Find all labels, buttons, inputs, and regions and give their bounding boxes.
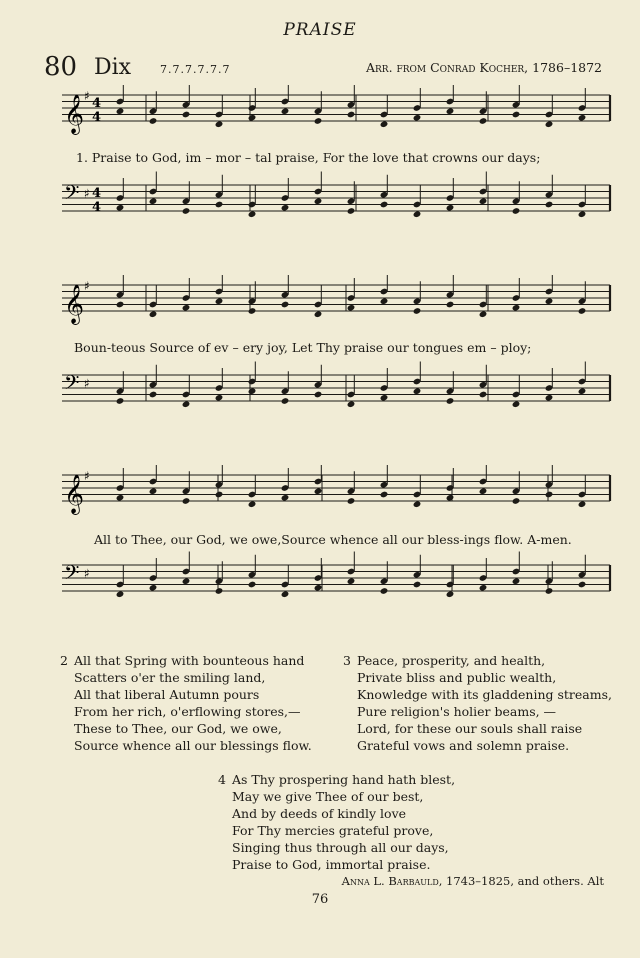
note-head xyxy=(578,500,587,508)
time-signature: 4 xyxy=(92,200,102,215)
time-signature: 4 xyxy=(92,96,102,111)
note-head xyxy=(479,310,488,318)
note-head xyxy=(281,397,290,405)
verse-line: Source whence all our blessings flow. xyxy=(74,738,312,753)
note-head xyxy=(578,307,587,315)
note-head xyxy=(479,117,488,125)
note-head xyxy=(512,207,521,215)
note-head xyxy=(116,301,125,309)
time-signature: 4 xyxy=(92,110,102,125)
note-head xyxy=(380,491,389,499)
score-system-2 xyxy=(0,275,640,435)
note-head xyxy=(347,111,356,119)
lyric-line-1: 1. Praise to God, im – mor – tal praise, For the love that crowns our days; xyxy=(76,150,541,165)
note-head xyxy=(347,497,356,505)
note-head xyxy=(380,297,389,305)
author-name: Anna L. Barbauld xyxy=(341,874,439,888)
note-head xyxy=(446,301,455,309)
hymn-number: 80 xyxy=(44,52,78,82)
note-head xyxy=(116,397,125,405)
note-head xyxy=(116,590,125,598)
note-head xyxy=(413,581,422,589)
note-head xyxy=(413,307,422,315)
note-head xyxy=(545,394,554,402)
note-head xyxy=(578,210,587,218)
note-head xyxy=(314,117,323,125)
note-head xyxy=(479,487,488,495)
note-head xyxy=(545,587,554,595)
tune-name: Dix xyxy=(94,55,132,80)
note-head xyxy=(314,584,323,592)
note-head xyxy=(446,590,455,598)
note-head xyxy=(149,584,158,592)
note-head xyxy=(182,400,191,408)
note-head xyxy=(545,297,554,305)
verse-line: For Thy mercies grateful prove, xyxy=(232,823,434,838)
note-head xyxy=(149,391,158,399)
lyric-line-2: Boun-teous Source of ev – ery joy, Let Thy praise our tongues em – ploy; xyxy=(74,340,532,355)
note-head xyxy=(347,207,356,215)
verse-line: From her rich, o'erflowing stores,— xyxy=(74,704,301,719)
note-head xyxy=(545,491,554,499)
note-head xyxy=(149,310,158,318)
verse-line: As Thy prospering hand hath blest, xyxy=(232,772,456,787)
note-head xyxy=(380,201,389,209)
author-dates: , 1743–1825, and others. Alt xyxy=(438,874,604,888)
section-title: PRAISE xyxy=(283,20,357,40)
note-head xyxy=(512,304,521,312)
note-head xyxy=(281,494,290,502)
lyric-line-3: All to Thee, our God, we owe,Source whence all our bless-ings flow. A-men. xyxy=(94,532,572,547)
note-head xyxy=(413,114,422,122)
verse-line: All that Spring with bounteous hand xyxy=(74,653,305,668)
verse-number: 3 xyxy=(343,653,351,668)
verse-2 xyxy=(60,652,312,754)
note-head xyxy=(248,500,257,508)
note-head xyxy=(149,117,158,125)
verse-3 xyxy=(343,652,612,754)
verse-line: May we give Thee of our best, xyxy=(232,789,424,804)
verse-number: 4 xyxy=(218,772,226,787)
verse-line: Grateful vows and solemn praise. xyxy=(357,738,570,753)
note-head xyxy=(182,207,191,215)
note-head xyxy=(215,491,224,499)
note-head xyxy=(182,304,191,312)
note-head xyxy=(545,120,554,128)
sharp-icon: ♯ xyxy=(84,89,90,103)
note-head xyxy=(446,494,455,502)
note-head xyxy=(578,387,587,395)
verse-line: Praise to God, immortal praise. xyxy=(232,857,431,872)
note-head xyxy=(578,581,587,589)
verse-line: Lord, for these our souls shall raise xyxy=(357,721,583,736)
treble-clef-icon: 𝄞 xyxy=(64,94,85,134)
note-head xyxy=(479,197,488,205)
bass-clef-icon: 𝄢 xyxy=(64,371,80,399)
note-head xyxy=(314,487,323,495)
note-head xyxy=(281,107,290,115)
verse-number: 2 xyxy=(60,653,68,668)
note-head xyxy=(512,497,521,505)
note-head xyxy=(446,107,455,115)
note-head xyxy=(347,400,356,408)
note-head xyxy=(182,497,191,505)
verse-line: And by deeds of kindly love xyxy=(232,806,407,821)
note-head xyxy=(149,197,158,205)
note-head xyxy=(182,111,191,119)
verse-line: Knowledge with its gladdening streams, xyxy=(357,687,612,702)
sharp-icon: ♯ xyxy=(84,376,90,391)
verse-line: Peace, prosperity, and health, xyxy=(357,653,546,668)
note-head xyxy=(347,577,356,585)
note-head xyxy=(248,210,257,218)
meter: 7.7.7.7.7.7 xyxy=(160,63,231,76)
score-system-1 xyxy=(0,85,640,245)
note-head xyxy=(446,204,455,212)
note-head xyxy=(380,120,389,128)
note-head xyxy=(215,120,224,128)
note-head xyxy=(413,387,422,395)
note-head xyxy=(281,301,290,309)
sharp-icon: ♯ xyxy=(84,566,90,581)
note-head xyxy=(413,210,422,218)
note-head xyxy=(446,397,455,405)
note-head xyxy=(149,487,158,495)
note-head xyxy=(215,587,224,595)
note-head xyxy=(380,394,389,402)
note-head xyxy=(479,391,488,399)
note-head xyxy=(512,400,521,408)
note-head xyxy=(314,391,323,399)
verse-line: These to Thee, our God, we owe, xyxy=(74,721,282,736)
treble-clef-icon: 𝄞 xyxy=(64,284,85,324)
sharp-icon: ♯ xyxy=(84,279,90,293)
verse-line: Singing thus through all our days, xyxy=(232,840,449,855)
note-head xyxy=(512,111,521,119)
note-head xyxy=(116,204,125,212)
verse-line: All that liberal Autumn pours xyxy=(74,687,260,702)
time-signature: 4 xyxy=(92,186,102,201)
page-number: 76 xyxy=(311,892,329,907)
verse-4 xyxy=(218,771,455,873)
note-head xyxy=(314,197,323,205)
note-head xyxy=(479,584,488,592)
note-head xyxy=(578,114,587,122)
note-head xyxy=(248,307,257,315)
arranger-credit: Arr. from Conrad Kocher, 1786–1872 xyxy=(365,60,602,75)
note-head xyxy=(545,201,554,209)
note-head xyxy=(215,297,224,305)
note-head xyxy=(182,577,191,585)
note-head xyxy=(413,500,422,508)
note-head xyxy=(116,107,125,115)
bass-clef-icon: 𝄢 xyxy=(64,181,80,209)
note-head xyxy=(281,204,290,212)
verse-line: Private bliss and public wealth, xyxy=(357,670,557,685)
note-head xyxy=(248,114,257,122)
note-head xyxy=(116,494,125,502)
note-head xyxy=(314,310,323,318)
note-head xyxy=(281,590,290,598)
note-head xyxy=(215,201,224,209)
note-head xyxy=(248,581,257,589)
note-head xyxy=(347,304,356,312)
verse-line: Scatters o'er the smiling land, xyxy=(74,670,266,685)
note-head xyxy=(248,387,257,395)
note-head xyxy=(380,587,389,595)
bass-clef-icon: 𝄢 xyxy=(64,561,80,589)
sharp-icon: ♯ xyxy=(84,469,90,483)
author-credit xyxy=(342,874,604,888)
note-head xyxy=(215,394,224,402)
treble-clef-icon: 𝄞 xyxy=(64,474,85,514)
verse-line: Pure religion's holier beams, — xyxy=(357,704,557,719)
sharp-icon: ♯ xyxy=(84,186,90,201)
note-head xyxy=(512,577,521,585)
